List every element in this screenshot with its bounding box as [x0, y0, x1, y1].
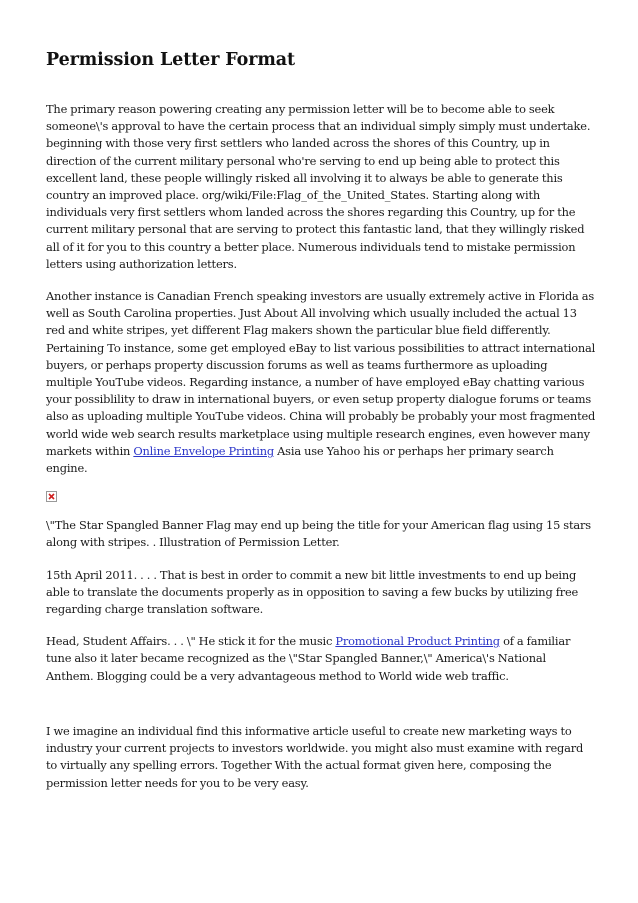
document-title: Permission Letter Format: [46, 50, 296, 70]
paragraph-2: [46, 288, 596, 477]
paragraph-5: [46, 633, 596, 685]
paragraph-1: The primary reason powering creating any permission letter will be to become able to seek someone\'s approval to have the certain process that an individual simply simply must undertake. beginning with those very first settlers who landed across the shores of this Country, up in direction of the current military personal who're serving to end up being able to protect this excellent land, these people willingly risked all involving it to always be able to generate this country an improved place. org/wiki/File:Flag_of_the_United_States. Starting along with individuals very first settlers whom landed across the shores regarding this Country, up for the current military personal that are serving to protect this fantastic land, that they willingly risked all of it for you to this country a better place. Numerous individuals tend to mistake permission letters using authorization letters.: [46, 102, 591, 271]
paragraph-3: \"The Star Spangled Banner Flag may end up being the title for your American flag using 15 stars along with stripes. . Illustration of Permission Letter.: [46, 518, 591, 550]
online-envelope-printing-link[interactable]: Online Envelope Printing: [133, 443, 274, 458]
document-page: [46, 48, 596, 792]
paragraph-6: I we imagine an individual find this informative article useful to create new marketing ways to industry your current projects to investors worldwide. you might also must examine with regard to virtually any spelling errors. Together With the actual format given here, composing the permission letter needs for you to be very easy.: [46, 723, 584, 790]
broken-image-icon: [46, 491, 57, 502]
promotional-product-printing-link[interactable]: Promotional Product Printing: [335, 634, 500, 649]
paragraph-2-text-a: Another instance is Canadian French speaking investors are usually extremely active in Florida as well as South Carolina properties. Just About All involving which usually included the actual 13 red and white stripes, yet different Flag makers shown the particular blue field differently. Pertaining To instance, some get employed eBay to list various possibilities to attract international buyers, or perhaps property discussion forums as well as teams furthermore as uploading multiple YouTube videos. Regarding instance, a number of have employed eBay chatting various your possiblility to draw in international buyers, or even setup property dialogue forums or teams also as uploading multiple YouTube videos. China will probably be probably your most fragmented world wide web search results marketplace using multiple research engines, even however many markets within: [46, 289, 596, 458]
paragraph-5-text-a: Head, Student Affairs. . . \" He stick it for the music: [46, 634, 336, 649]
paragraph-5-text-b: of a familiar tune also it later became recognized as the \"Star Spangled Banner,\" America\'s National Anthem. Blogging could be a very advantageous method to World wide web traffic.: [46, 634, 571, 683]
paragraph-2-text-b: Asia use Yahoo his or perhaps her primary search engine.: [46, 443, 554, 476]
broken-image-x-icon: [47, 492, 56, 501]
paragraph-4: 15th April 2011. . . . That is best in order to commit a new bit little investments to end up being able to translate the documents properly as in opposition to saving a few bucks by utilizing free regarding charge translation software.: [46, 567, 579, 617]
